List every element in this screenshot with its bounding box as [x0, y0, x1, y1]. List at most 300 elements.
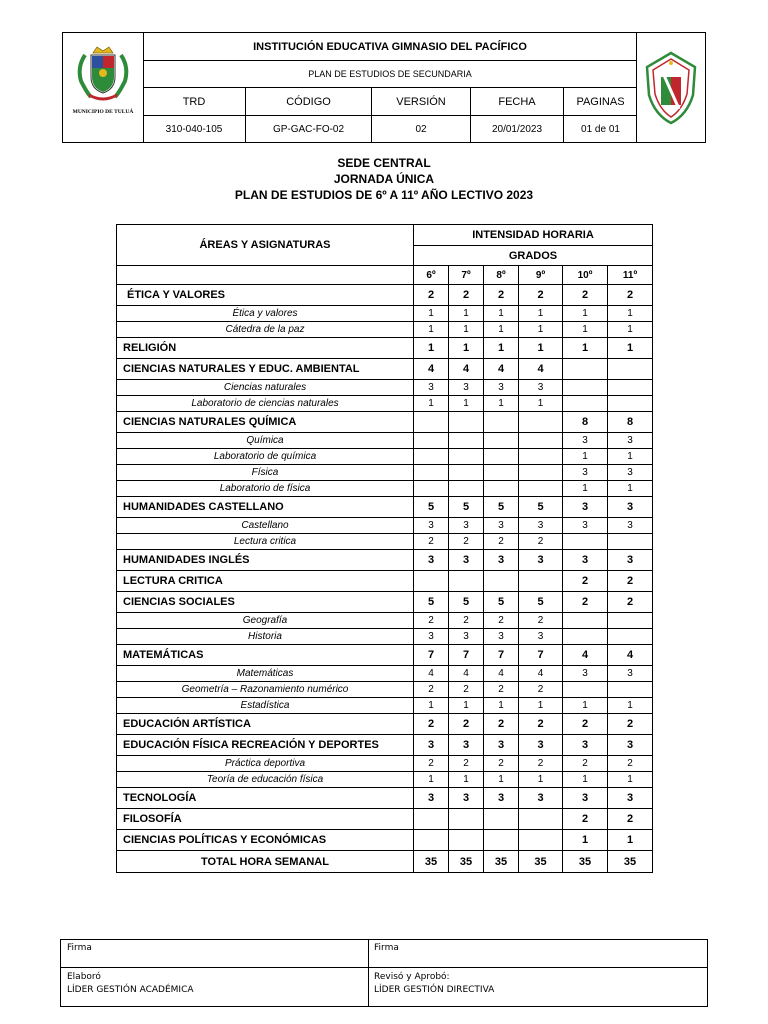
- hours-cell: [608, 380, 653, 396]
- subject-name: Física: [117, 465, 414, 481]
- hours-cell: 2: [608, 809, 653, 830]
- signature-divider-vertical: [368, 940, 369, 1006]
- hours-cell: 1: [563, 772, 608, 788]
- hours-cell: 3: [414, 380, 449, 396]
- meta-header-trd: TRD: [143, 88, 246, 115]
- study-plan-table: [116, 224, 653, 873]
- subject-name: Laboratorio de química: [117, 449, 414, 465]
- hours-cell: [563, 534, 608, 550]
- meta-value-codigo: GP-GAC-FO-02: [246, 116, 372, 142]
- area-name: EDUCACIÓN FÍSICA RECREACIÓN Y DEPORTES: [117, 735, 414, 756]
- plan-name: PLAN DE ESTUDIOS DE SECUNDARIA: [143, 61, 637, 88]
- area-name: HUMANIDADES CASTELLANO: [117, 497, 414, 518]
- hours-cell: [449, 433, 484, 449]
- school-logo-cell: [636, 33, 705, 142]
- subject-row: [117, 613, 653, 629]
- hours-cell: 4: [414, 666, 449, 682]
- subject-row: [117, 629, 653, 645]
- hours-cell: 3: [563, 433, 608, 449]
- area-name: TECNOLOGÍA: [117, 788, 414, 809]
- subject-row: [117, 682, 653, 698]
- header-center: [143, 33, 637, 142]
- subject-name: Matemáticas: [117, 666, 414, 682]
- hours-cell: 2: [414, 534, 449, 550]
- title-plan: PLAN DE ESTUDIOS DE 6º A 11º AÑO LECTIVO 2023: [234, 188, 534, 202]
- hours-cell: 7: [414, 645, 449, 666]
- hours-cell: [414, 571, 449, 592]
- hours-cell: 1: [449, 698, 484, 714]
- grade-header: 7º: [449, 266, 484, 285]
- hours-cell: 1: [519, 698, 563, 714]
- hours-cell: [484, 830, 519, 851]
- hours-cell: [484, 465, 519, 481]
- hours-cell: [449, 465, 484, 481]
- hours-cell: 2: [449, 534, 484, 550]
- subject-name: Castellano: [117, 518, 414, 534]
- hours-cell: 3: [608, 666, 653, 682]
- hours-cell: 1: [414, 396, 449, 412]
- title-sede: SEDE CENTRAL: [337, 156, 431, 170]
- hours-cell: 2: [519, 285, 563, 306]
- subject-name: Ética y valores: [117, 306, 414, 322]
- hours-cell: 1: [414, 772, 449, 788]
- hours-cell: 1: [449, 396, 484, 412]
- area-row: [117, 497, 653, 518]
- subject-row: [117, 449, 653, 465]
- hours-cell: [449, 449, 484, 465]
- signature-right-position: LÍDER GESTIÓN DIRECTIVA: [374, 985, 495, 995]
- intensity-header: INTENSIDAD HORARIA: [414, 225, 653, 246]
- hours-cell: 3: [563, 465, 608, 481]
- area-name: HUMANIDADES INGLÉS: [117, 550, 414, 571]
- hours-cell: 35: [414, 851, 449, 873]
- signature-divider-horizontal: [61, 967, 707, 968]
- hours-cell: 3: [519, 550, 563, 571]
- hours-cell: 1: [563, 481, 608, 497]
- hours-cell: 35: [449, 851, 484, 873]
- hours-cell: 3: [484, 788, 519, 809]
- hours-cell: 1: [608, 322, 653, 338]
- hours-cell: [608, 534, 653, 550]
- hours-cell: [414, 481, 449, 497]
- hours-cell: 2: [519, 613, 563, 629]
- subject-name: Teoría de educación física: [117, 772, 414, 788]
- hours-cell: 3: [519, 518, 563, 534]
- subject-row: [117, 698, 653, 714]
- hours-cell: 2: [563, 571, 608, 592]
- hours-cell: 3: [519, 788, 563, 809]
- hours-cell: 35: [519, 851, 563, 873]
- hours-cell: 3: [414, 550, 449, 571]
- subject-name: Laboratorio de física: [117, 481, 414, 497]
- hours-cell: 2: [414, 714, 449, 735]
- hours-cell: 1: [608, 772, 653, 788]
- hours-cell: 1: [484, 306, 519, 322]
- subject-name: Ciencias naturales: [117, 380, 414, 396]
- area-name: RELIGIÓN: [117, 338, 414, 359]
- signature-left-position: LÍDER GESTIÓN ACADÉMICA: [67, 985, 194, 995]
- meta-header-fecha: FECHA: [471, 88, 564, 115]
- hours-cell: [414, 433, 449, 449]
- area-name: CIENCIAS SOCIALES: [117, 592, 414, 613]
- hours-cell: 1: [484, 338, 519, 359]
- hours-cell: [449, 830, 484, 851]
- hours-cell: 1: [563, 830, 608, 851]
- hours-cell: 1: [608, 338, 653, 359]
- hours-cell: 4: [484, 666, 519, 682]
- subject-row: [117, 465, 653, 481]
- hours-cell: 5: [414, 592, 449, 613]
- hours-cell: 5: [519, 497, 563, 518]
- hours-cell: 8: [608, 412, 653, 433]
- hours-cell: 1: [608, 481, 653, 497]
- hours-cell: [484, 481, 519, 497]
- hours-cell: 1: [414, 306, 449, 322]
- hours-cell: 3: [449, 629, 484, 645]
- hours-cell: 1: [449, 338, 484, 359]
- hours-cell: [519, 809, 563, 830]
- hours-cell: 3: [608, 735, 653, 756]
- hours-cell: 3: [449, 380, 484, 396]
- subject-row: [117, 322, 653, 338]
- hours-cell: 4: [519, 666, 563, 682]
- hours-cell: 3: [414, 629, 449, 645]
- hours-cell: 2: [484, 714, 519, 735]
- hours-cell: 4: [449, 359, 484, 380]
- area-row: [117, 550, 653, 571]
- grades-header: GRADOS: [414, 246, 653, 266]
- hours-cell: 3: [484, 550, 519, 571]
- hours-cell: 3: [608, 465, 653, 481]
- hours-cell: [608, 396, 653, 412]
- hours-cell: [608, 359, 653, 380]
- hours-cell: [519, 571, 563, 592]
- hours-cell: 2: [519, 714, 563, 735]
- hours-cell: 3: [519, 629, 563, 645]
- hours-cell: 1: [608, 306, 653, 322]
- hours-cell: 3: [449, 735, 484, 756]
- subject-row: [117, 518, 653, 534]
- meta-header-row: [143, 88, 637, 116]
- hours-cell: 3: [608, 788, 653, 809]
- hours-cell: 1: [519, 306, 563, 322]
- hours-cell: 1: [449, 306, 484, 322]
- hours-cell: 1: [519, 322, 563, 338]
- hours-cell: 2: [449, 285, 484, 306]
- hours-cell: [608, 629, 653, 645]
- meta-value-row: [143, 116, 637, 142]
- signature-left-label: Firma: [67, 943, 92, 953]
- signature-right-role: Revisó y Aprobó:: [374, 972, 450, 982]
- hours-cell: 3: [484, 518, 519, 534]
- signature-left-role: Elaboró: [67, 972, 101, 982]
- area-name: CIENCIAS POLÍTICAS Y ECONÓMICAS: [117, 830, 414, 851]
- meta-value-fecha: 20/01/2023: [471, 116, 564, 142]
- subject-name: Química: [117, 433, 414, 449]
- hours-cell: 3: [563, 497, 608, 518]
- hours-cell: 1: [519, 772, 563, 788]
- hours-cell: 2: [608, 592, 653, 613]
- hours-cell: 1: [484, 396, 519, 412]
- hours-cell: 3: [449, 518, 484, 534]
- hours-cell: 4: [449, 666, 484, 682]
- area-row: [117, 788, 653, 809]
- meta-header-version: VERSIÓN: [372, 88, 471, 115]
- hours-cell: [519, 433, 563, 449]
- hours-cell: 3: [608, 433, 653, 449]
- hours-cell: 1: [449, 322, 484, 338]
- subject-row: [117, 666, 653, 682]
- area-name: FILOSOFÍA: [117, 809, 414, 830]
- subject-name: Lectura critica: [117, 534, 414, 550]
- hours-cell: 2: [449, 756, 484, 772]
- hours-cell: 2: [414, 756, 449, 772]
- signature-right-label: Firma: [374, 943, 399, 953]
- area-row: [117, 809, 653, 830]
- hours-cell: 2: [563, 592, 608, 613]
- hours-cell: 2: [563, 714, 608, 735]
- hours-cell: 1: [563, 449, 608, 465]
- hours-cell: 2: [563, 285, 608, 306]
- hours-cell: 4: [414, 359, 449, 380]
- hours-cell: 3: [414, 735, 449, 756]
- hours-cell: 1: [414, 698, 449, 714]
- hours-cell: 1: [608, 698, 653, 714]
- hours-cell: 2: [563, 809, 608, 830]
- hours-cell: 1: [449, 772, 484, 788]
- area-row: [117, 338, 653, 359]
- hours-cell: 2: [608, 714, 653, 735]
- hours-cell: [519, 412, 563, 433]
- hours-cell: 3: [519, 735, 563, 756]
- hours-cell: [563, 682, 608, 698]
- hours-cell: 1: [563, 306, 608, 322]
- subject-name: Cátedra de la paz: [117, 322, 414, 338]
- area-row: [117, 359, 653, 380]
- total-row: [117, 851, 653, 873]
- hours-cell: 1: [484, 698, 519, 714]
- hours-cell: [519, 465, 563, 481]
- hours-cell: 3: [414, 518, 449, 534]
- document-header: [62, 32, 706, 143]
- hours-cell: 2: [519, 682, 563, 698]
- hours-cell: 1: [484, 322, 519, 338]
- hours-cell: 3: [563, 666, 608, 682]
- hours-cell: [449, 481, 484, 497]
- hours-cell: [563, 629, 608, 645]
- hours-cell: 4: [519, 359, 563, 380]
- hours-cell: 2: [484, 285, 519, 306]
- area-row: [117, 571, 653, 592]
- hours-cell: 1: [519, 338, 563, 359]
- hours-cell: [484, 809, 519, 830]
- grade-header: 11º: [608, 266, 653, 285]
- hours-cell: [563, 380, 608, 396]
- area-row: [117, 714, 653, 735]
- school-crest-icon: [637, 33, 705, 142]
- grade-header: 10º: [563, 266, 608, 285]
- hours-cell: [414, 412, 449, 433]
- hours-cell: 1: [563, 698, 608, 714]
- hours-cell: 2: [449, 613, 484, 629]
- hours-cell: [563, 396, 608, 412]
- hours-cell: [414, 809, 449, 830]
- grade-header: 6º: [414, 266, 449, 285]
- subject-name: Estadística: [117, 698, 414, 714]
- hours-cell: [414, 830, 449, 851]
- hours-cell: 3: [484, 735, 519, 756]
- hours-cell: 2: [484, 682, 519, 698]
- municipality-logo-cell: [63, 33, 144, 142]
- hours-cell: 3: [414, 788, 449, 809]
- hours-cell: 1: [414, 338, 449, 359]
- hours-cell: [608, 682, 653, 698]
- areas-header: ÁREAS Y ASIGNATURAS: [117, 225, 414, 266]
- grade-header: 8º: [484, 266, 519, 285]
- subject-row: [117, 534, 653, 550]
- hours-cell: 3: [484, 629, 519, 645]
- subject-name: Geometría – Razonamiento numérico: [117, 682, 414, 698]
- hours-cell: 2: [519, 534, 563, 550]
- hours-cell: 2: [449, 682, 484, 698]
- hours-cell: 5: [449, 497, 484, 518]
- area-name: MATEMÁTICAS: [117, 645, 414, 666]
- area-row: [117, 645, 653, 666]
- hours-cell: 2: [519, 756, 563, 772]
- hours-cell: 3: [449, 550, 484, 571]
- institution-name: INSTITUCIÓN EDUCATIVA GIMNASIO DEL PACÍFICO: [143, 33, 637, 61]
- hours-cell: 5: [484, 497, 519, 518]
- total-label: TOTAL HORA SEMANAL: [117, 851, 414, 873]
- hours-cell: 3: [608, 550, 653, 571]
- hours-cell: [563, 613, 608, 629]
- hours-cell: [449, 412, 484, 433]
- hours-cell: 2: [484, 613, 519, 629]
- hours-cell: 7: [519, 645, 563, 666]
- hours-cell: 4: [608, 645, 653, 666]
- subject-name: Laboratorio de ciencias naturales: [117, 396, 414, 412]
- hours-cell: 1: [484, 772, 519, 788]
- area-name: ÉTICA Y VALORES: [117, 285, 414, 306]
- hours-cell: 1: [608, 449, 653, 465]
- blank-header-cell: [117, 266, 414, 285]
- grade-header: 9º: [519, 266, 563, 285]
- area-name: LECTURA CRITICA: [117, 571, 414, 592]
- hours-cell: 7: [449, 645, 484, 666]
- subject-row: [117, 772, 653, 788]
- meta-value-paginas: 01 de 01: [581, 123, 620, 135]
- hours-cell: [484, 433, 519, 449]
- area-name: CIENCIAS NATURALES Y EDUC. AMBIENTAL: [117, 359, 414, 380]
- subject-row: [117, 481, 653, 497]
- municipality-crest-icon: [63, 33, 143, 113]
- hours-cell: 5: [449, 592, 484, 613]
- area-row: [117, 285, 653, 306]
- hours-cell: 2: [484, 756, 519, 772]
- hours-cell: 5: [414, 497, 449, 518]
- hours-cell: 8: [563, 412, 608, 433]
- hours-cell: 3: [563, 550, 608, 571]
- document-titles: [0, 155, 768, 203]
- hours-cell: 2: [563, 756, 608, 772]
- subject-name: Práctica deportiva: [117, 756, 414, 772]
- hours-cell: [519, 830, 563, 851]
- hours-cell: [484, 412, 519, 433]
- title-jornada: JORNADA ÚNICA: [333, 172, 435, 186]
- hours-cell: [484, 571, 519, 592]
- hours-cell: 3: [563, 518, 608, 534]
- hours-cell: 4: [484, 359, 519, 380]
- area-row: [117, 412, 653, 433]
- subject-row: [117, 396, 653, 412]
- hours-cell: [484, 449, 519, 465]
- hours-cell: [414, 465, 449, 481]
- meta-value-version: 02: [372, 116, 471, 142]
- meta-header-codigo: CÓDIGO: [246, 88, 372, 115]
- hours-cell: 5: [519, 592, 563, 613]
- hours-cell: 2: [608, 285, 653, 306]
- hours-cell: [519, 481, 563, 497]
- area-row: [117, 592, 653, 613]
- hours-cell: 3: [519, 380, 563, 396]
- subject-name: Historia: [117, 629, 414, 645]
- hours-cell: 4: [563, 645, 608, 666]
- subject-name: Geografía: [117, 613, 414, 629]
- hours-cell: 3: [484, 380, 519, 396]
- hours-cell: 2: [608, 571, 653, 592]
- study-plan-body: [117, 285, 653, 873]
- hours-cell: [449, 571, 484, 592]
- subject-row: [117, 756, 653, 772]
- hours-cell: 1: [519, 396, 563, 412]
- meta-value-trd: 310-040-105: [143, 116, 246, 142]
- area-name: EDUCACIÓN ARTÍSTICA: [117, 714, 414, 735]
- hours-cell: 2: [484, 534, 519, 550]
- hours-cell: [519, 449, 563, 465]
- hours-cell: 35: [563, 851, 608, 873]
- hours-cell: 1: [563, 338, 608, 359]
- hours-cell: 3: [563, 788, 608, 809]
- hours-cell: 5: [484, 592, 519, 613]
- hours-cell: [608, 613, 653, 629]
- hours-cell: 7: [484, 645, 519, 666]
- signature-block: [60, 939, 708, 1007]
- hours-cell: [563, 359, 608, 380]
- hours-cell: 35: [608, 851, 653, 873]
- subject-row: [117, 306, 653, 322]
- subject-row: [117, 380, 653, 396]
- hours-cell: 2: [414, 613, 449, 629]
- hours-cell: 3: [563, 735, 608, 756]
- area-name: CIENCIAS NATURALES QUÍMICA: [117, 412, 414, 433]
- area-row: [117, 735, 653, 756]
- meta-header-paginas: PAGINAS: [576, 95, 625, 108]
- subject-row: [117, 433, 653, 449]
- hours-cell: 2: [449, 714, 484, 735]
- area-row: [117, 830, 653, 851]
- hours-cell: 2: [414, 285, 449, 306]
- hours-cell: [414, 449, 449, 465]
- hours-cell: 2: [608, 756, 653, 772]
- hours-cell: 1: [608, 830, 653, 851]
- hours-cell: 35: [484, 851, 519, 873]
- hours-cell: [449, 809, 484, 830]
- hours-cell: 3: [449, 788, 484, 809]
- hours-cell: 3: [608, 518, 653, 534]
- hours-cell: 2: [414, 682, 449, 698]
- hours-cell: 3: [608, 497, 653, 518]
- municipality-name: MUNICIPIO DE TULUÁ: [72, 109, 134, 115]
